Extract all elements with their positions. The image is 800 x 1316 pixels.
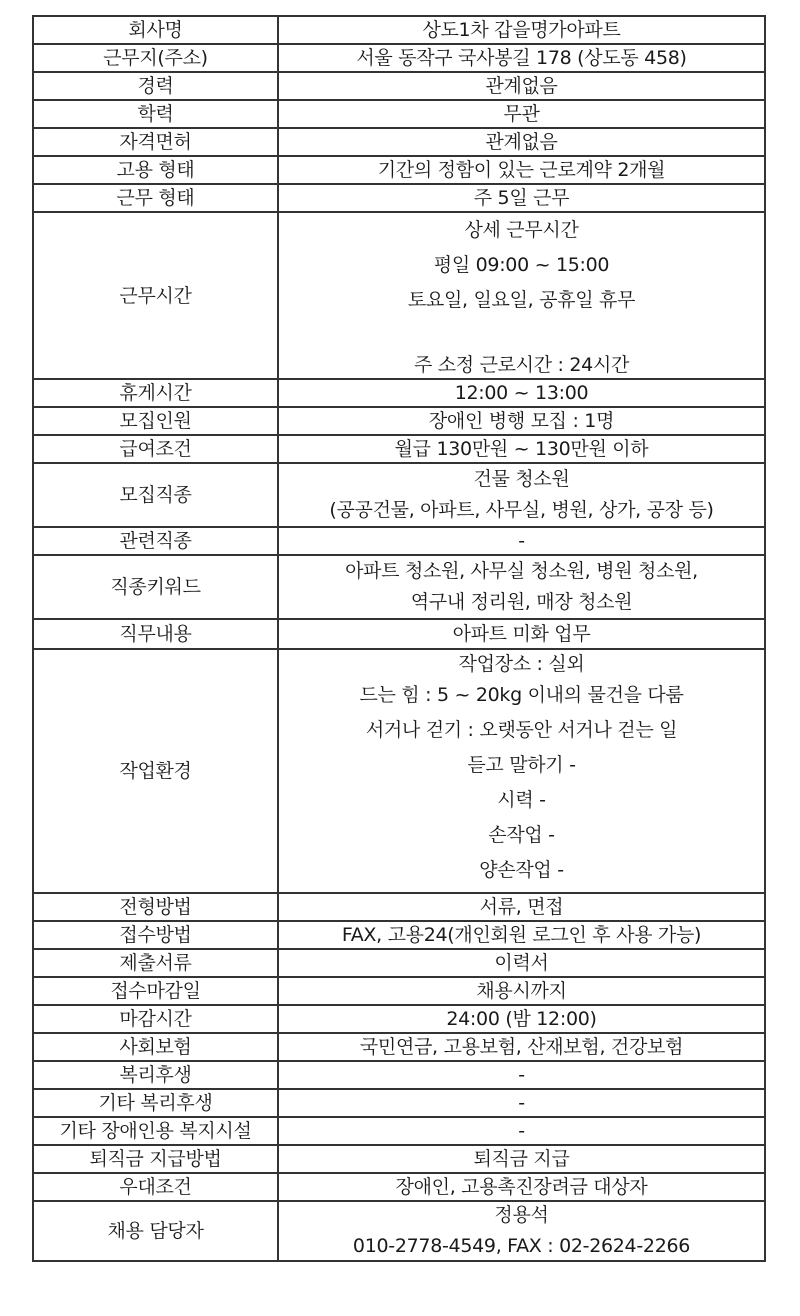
label-break-time: 휴게시간: [33, 379, 278, 407]
work-environment-line: 서거나 걷기 : 오랫동안 서거나 걷는 일: [365, 719, 678, 741]
label-job-category: 모집직종: [33, 463, 278, 527]
label-recruiter: 채용 담당자: [33, 1201, 278, 1261]
row-employment-type: [33, 156, 765, 184]
value-education: 무관: [278, 100, 765, 128]
value-work-type: 주 5일 근무: [278, 184, 765, 212]
value-related-jobs: -: [278, 527, 765, 555]
value-company-name: 상도1차 갑을명가아파트: [278, 16, 765, 44]
work-environment-line: 양손작업 -: [479, 859, 564, 881]
value-selection-method: 서류, 면접: [278, 893, 765, 921]
label-job-duties: 직무내용: [33, 619, 278, 649]
row-salary: [33, 435, 765, 463]
work-environment-line: 시력 -: [497, 789, 546, 811]
value-welfare: -: [278, 1061, 765, 1089]
value-preferences: 장애인, 고용촉진장려금 대상자: [278, 1173, 765, 1201]
row-work-hours: [33, 212, 765, 379]
label-other-welfare: 기타 복리후생: [33, 1089, 278, 1117]
row-company-name: [33, 16, 765, 44]
value-work-hours: [278, 212, 765, 379]
row-disability-facilities: [33, 1117, 765, 1145]
label-selection-method: 전형방법: [33, 893, 278, 921]
row-preferences: [33, 1173, 765, 1201]
row-social-insurance: [33, 1033, 765, 1061]
row-severance: [33, 1145, 765, 1173]
recruiter-contact: 010-2778-4549, FAX : 02-2624-2266: [352, 1235, 691, 1257]
work-environment-line: 듣고 말하기 -: [467, 754, 576, 776]
label-headcount: 모집인원: [33, 407, 278, 435]
row-education: [33, 100, 765, 128]
recruiter-name: 정용석: [494, 1204, 549, 1226]
label-application-method: 접수방법: [33, 921, 278, 949]
value-employment-type: 기간의 정함이 있는 근로계약 2개월: [278, 156, 765, 184]
row-license: [33, 128, 765, 156]
value-deadline-time: 24:00 (밤 12:00): [278, 1005, 765, 1033]
value-social-insurance: 국민연금, 고용보험, 산재보험, 건강보험: [278, 1033, 765, 1061]
value-work-address: 서울 동작구 국사봉길 178 (상도동 458): [278, 44, 765, 72]
job-posting-table: [32, 15, 766, 1262]
value-work-environment: [278, 649, 765, 893]
value-headcount: 장애인 병행 모집 : 1명: [278, 407, 765, 435]
row-experience: [33, 72, 765, 100]
label-work-environment: 작업환경: [33, 649, 278, 893]
row-job-duties: [33, 619, 765, 649]
value-severance: 퇴직금 지급: [278, 1145, 765, 1173]
job-keywords-line: 아파트 청소원, 사무실 청소원, 병원 청소원,: [345, 560, 698, 582]
work-environment-line: 손작업 -: [488, 824, 555, 846]
work-hours-line: 평일 09:00 ~ 15:00: [433, 254, 610, 276]
row-break-time: [33, 379, 765, 407]
row-documents: [33, 949, 765, 977]
row-work-address: [33, 44, 765, 72]
row-recruiter: [33, 1201, 765, 1261]
row-job-keywords: [33, 555, 765, 619]
label-preferences: 우대조건: [33, 1173, 278, 1201]
label-disability-facilities: 기타 장애인용 복지시설: [33, 1117, 278, 1145]
label-welfare: 복리후생: [33, 1061, 278, 1089]
row-welfare: [33, 1061, 765, 1089]
value-other-welfare: -: [278, 1089, 765, 1117]
value-disability-facilities: -: [278, 1117, 765, 1145]
value-application-method: FAX, 고용24(개인회원 로그인 후 사용 가능): [278, 921, 765, 949]
label-experience: 경력: [33, 72, 278, 100]
row-work-type: [33, 184, 765, 212]
value-deadline-date: 채용시까지: [278, 977, 765, 1005]
row-job-category: [33, 463, 765, 527]
label-work-hours: 근무시간: [33, 212, 278, 379]
label-work-type: 근무 형태: [33, 184, 278, 212]
work-hours-line: 상세 근무시간: [464, 219, 579, 241]
job-category-line: 건물 청소원: [473, 468, 570, 490]
label-salary: 급여조건: [33, 435, 278, 463]
label-severance: 퇴직금 지급방법: [33, 1145, 278, 1173]
value-documents: 이력서: [278, 949, 765, 977]
work-environment-line: 드는 힘 : 5 ~ 20kg 이내의 물건을 다룸: [359, 684, 684, 706]
label-job-keywords: 직종키워드: [33, 555, 278, 619]
value-job-category: [278, 463, 765, 527]
row-application-method: [33, 921, 765, 949]
row-related-jobs: [33, 527, 765, 555]
value-license: 관계없음: [278, 128, 765, 156]
label-company-name: 회사명: [33, 16, 278, 44]
work-hours-line: 주 소정 근로시간 : 24시간: [413, 354, 630, 376]
label-license: 자격면허: [33, 128, 278, 156]
label-employment-type: 고용 형태: [33, 156, 278, 184]
row-work-environment: [33, 649, 765, 893]
value-job-keywords: [278, 555, 765, 619]
row-other-welfare: [33, 1089, 765, 1117]
label-social-insurance: 사회보험: [33, 1033, 278, 1061]
job-keywords-line: 역구내 정리원, 매장 청소원: [410, 591, 633, 613]
value-salary: 월급 130만원 ~ 130만원 이하: [278, 435, 765, 463]
label-deadline-date: 접수마감일: [33, 977, 278, 1005]
row-selection-method: [33, 893, 765, 921]
label-related-jobs: 관련직종: [33, 527, 278, 555]
label-education: 학력: [33, 100, 278, 128]
value-recruiter: [278, 1201, 765, 1261]
work-hours-line: [283, 318, 760, 353]
label-documents: 제출서류: [33, 949, 278, 977]
row-deadline-time: [33, 1005, 765, 1033]
work-hours-line: 토요일, 일요일, 공휴일 휴무: [407, 289, 636, 311]
value-break-time: 12:00 ~ 13:00: [278, 379, 765, 407]
label-deadline-time: 마감시간: [33, 1005, 278, 1033]
job-category-line: (공공건물, 아파트, 사무실, 병원, 상가, 공장 등): [329, 499, 714, 521]
value-job-duties: 아파트 미화 업무: [278, 619, 765, 649]
row-headcount: [33, 407, 765, 435]
work-environment-line: 작업장소 : 실외: [458, 653, 585, 675]
value-experience: 관계없음: [278, 72, 765, 100]
row-deadline-date: [33, 977, 765, 1005]
label-work-address: 근무지(주소): [33, 44, 278, 72]
